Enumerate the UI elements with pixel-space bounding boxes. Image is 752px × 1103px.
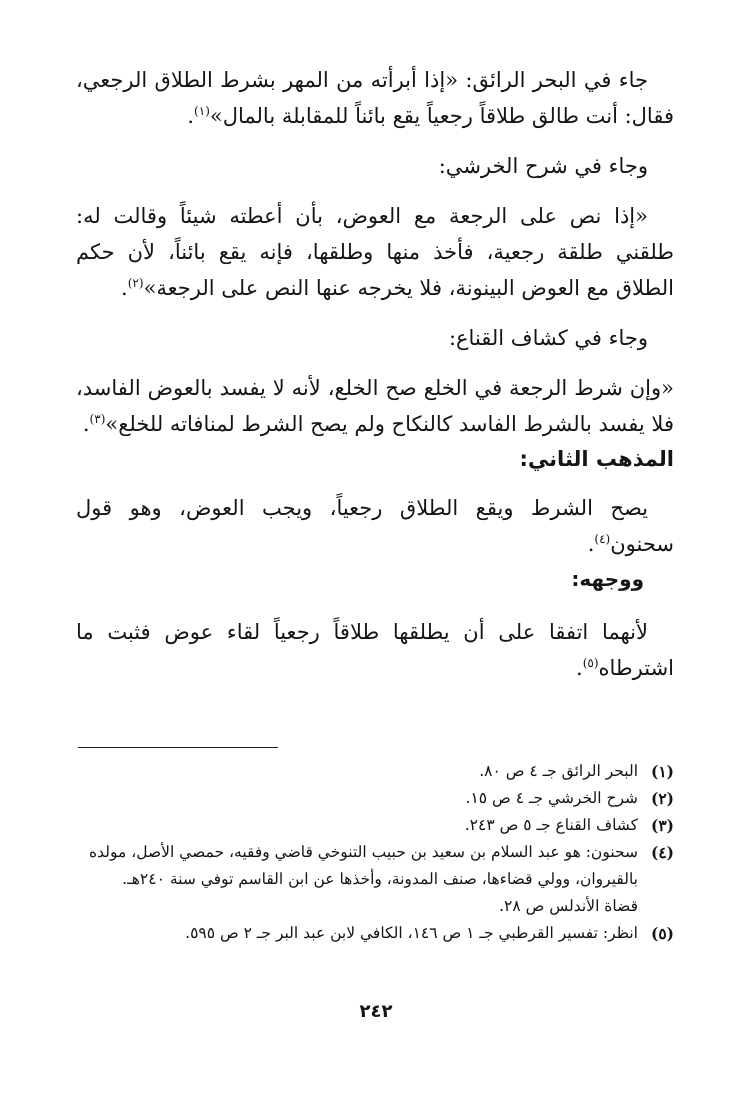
footnote-number: (٢)	[650, 789, 674, 808]
paragraph-kashshaf-intro: وجاء في كشاف القناع:	[448, 326, 648, 350]
footnote-number: (١)	[650, 762, 674, 781]
footnote-ref-1: (١)	[194, 104, 210, 118]
footnote-text: البحر الرائق جـ ٤ ص ٨٠.	[479, 762, 638, 780]
footnote-number: (٥)	[650, 924, 674, 943]
subsection-heading: ووجهه:	[571, 567, 644, 591]
footnote-item	[76, 920, 674, 947]
footnote-ref-5: (٥)	[582, 656, 599, 670]
paragraph-kashshaf-quote: «وإن شرط الرجعة في الخلع صح الخلع، لأنه لا يفسد بالعوض الفاسد، فلا يفسد بالشرط الفاسد كالنكاح ولم يصح الشرط لمنافاته للخلع»$^{(٣)}$.	[76, 376, 674, 436]
footnotes	[76, 758, 674, 947]
paragraph-kharshi-quote: «إذا نص على الرجعة مع العوض، بأن أعطته شيئاً وقالت له: طلقني طلقة رجعية، فأخذ منها وطلقها، فإنه يقع بائناً، لأن حكم الطلاق مع العوض البينونة، فلا يخرجه عنها النص على الرجعة»$^{(٢)}$.	[76, 204, 674, 300]
section-heading: المذهب الثاني:	[519, 447, 674, 471]
paragraph-reasoning: لأنهما اتفقا على أن يطلقها طلاقاً رجعياً لقاء عوض فثبت ما اشترطاه$^{(٥)}$.	[76, 620, 674, 680]
page-number: ٢٤٢	[359, 1001, 393, 1022]
footnote-item	[76, 812, 674, 839]
footnote-ref-4: (٤)	[594, 532, 611, 546]
paragraph-bahr-raiq: جاء في البحر الرائق: «إذا أبرأته من المهر بشرط الطلاق الرجعي، فقال: أنت طالق طلاقاً رجعياً يقع بائناً للمقابلة بالمال»$^{(١)}$.	[76, 68, 674, 128]
footnote-text: انظر: تفسير القرطبي جـ ١ ص ١٤٦، الكافي لابن عبد البر جـ ٢ ص ٥٩٥.	[185, 924, 638, 942]
footnote-ref-2: (٢)	[127, 276, 144, 290]
paragraph-text: يصح الشرط ويقع الطلاق رجعياً، ويجب العوض، وهو قول سحنون	[76, 496, 674, 556]
footnote-ref-3: (٣)	[89, 412, 106, 426]
footnote-item	[76, 785, 674, 812]
footnote-number: (٣)	[650, 816, 674, 835]
paragraph-text: «إذا نص على الرجعة مع العوض، بأن أعطته شيئاً وقالت له: طلقني طلقة رجعية، فأخذ منها وطلقها، فإنه يقع بائناً، لأن حكم الطلاق مع العوض البينونة، فلا يخرجه عنها النص على الرجعة»	[76, 204, 674, 300]
paragraph-second-opinion: يصح الشرط ويقع الطلاق رجعياً، ويجب العوض، وهو قول سحنون$^{(٤)}$.	[76, 496, 674, 556]
footnote-item	[76, 758, 674, 785]
main-text	[76, 62, 674, 686]
footnote-divider	[78, 747, 278, 748]
footnote-item	[76, 839, 674, 893]
footnote-text: كشاف القناع جـ ٥ ص ٢٤٣.	[464, 816, 638, 834]
paragraph-text: «وإن شرط الرجعة في الخلع صح الخلع، لأنه لا يفسد بالعوض الفاسد، فلا يفسد بالشرط الفاسد كالنكاح ولم يصح الشرط لمنافاته للخلع»	[76, 376, 674, 436]
footnote-text: سحنون: هو عبد السلام بن سعيد بن حبيب التنوخي قاضي وفقيه، حمصي الأصل، مولده بالقيروان، وولي قضاءها، صنف المدونة، وأخذها عن ابن القاسم توفي سنة ٢٤٠هـ.	[88, 843, 638, 888]
footnote-text: شرح الخرشي جـ ٤ ص ١٥.	[465, 789, 638, 807]
footnote-number: (٤)	[650, 843, 674, 862]
paragraph-kharshi-intro: وجاء في شرح الخرشي:	[438, 154, 648, 178]
paragraph-text: جاء في البحر الرائق: «إذا أبرأته من المهر بشرط الطلاق الرجعي، فقال: أنت طالق طلاقاً رجعياً يقع بائناً للمقابلة بالمال»	[76, 68, 674, 128]
footnote-source: قضاة الأندلس ص ٢٨.	[499, 897, 638, 915]
paragraph-text: لأنهما اتفقا على أن يطلقها طلاقاً رجعياً لقاء عوض فثبت ما اشترطاه	[76, 620, 674, 680]
